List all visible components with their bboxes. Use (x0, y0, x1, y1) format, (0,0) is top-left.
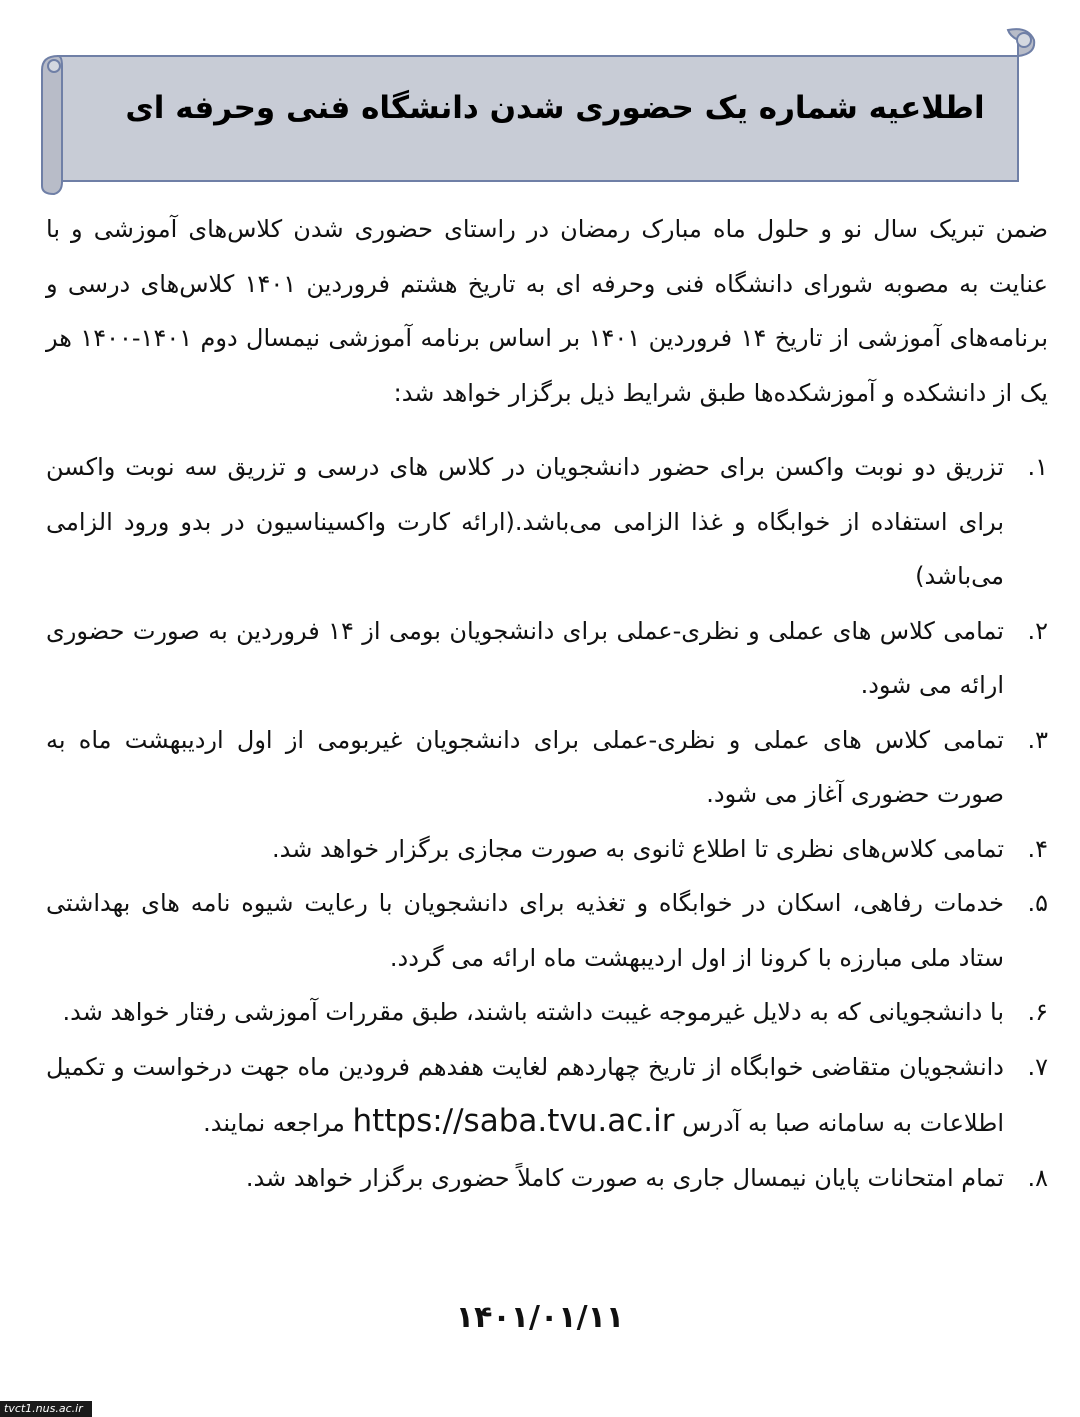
list-item (46, 440, 1048, 604)
item-text-before-url: دانشجویان متقاضی خوابگاه از تاریخ چهاردهم لغایت هفدهم فرودین ماه جهت درخواست و تکمیل اطلاعات به سامانه صبا به آدرس (46, 1052, 1004, 1137)
list-item (46, 604, 1048, 713)
item-text: تمامی کلاس‌های نظری تا اطلاع ثانوی به صورت مجازی برگزار خواهد شد. (272, 834, 1004, 863)
item-number: ۶. (1027, 998, 1048, 1026)
item-text: تمامی کلاس های عملی و نظری-عملی برای دانشجویان غیربومی از اول اردیبهشت ماه به صورت حضوری آغاز می شود. (46, 725, 1004, 808)
announcement-date: ۱۴۰۱/۰۱/۱۱ (455, 1300, 625, 1335)
item-text-after-url: مراجعه نمایند. (203, 1109, 353, 1137)
item-number: ۱. (1027, 453, 1048, 481)
intro-paragraph: ضمن تبریک سال نو و حلول ماه مبارک رمضان در راستای حضوری شدن کلاس‌های آموزشی و با عنایت به مصوبه شورای دانشگاه فنی وحرفه ای به تاریخ هشتم فروردین ۱۴۰۱ کلاس‌های درسی و برنامه‌های آموزشی از تاریخ ۱۴ فروردین ۱۴۰۱ بر اساس برنامه آموزشی نیمسال دوم ۱۴۰۱-۱۴۰۰ هر یک از دانشکده و آموزشکده‌ها طبق شرایط ذیل برگزار خواهد شد: (46, 215, 1049, 407)
list-item (46, 822, 1048, 877)
item-text: تمام امتحانات پایان نیمسال جاری به صورت کاملاً حضوری برگزار خواهد شد. (245, 1163, 1004, 1192)
item-number: ۳. (1027, 725, 1048, 754)
conditions-list (46, 440, 1048, 1205)
list-item (46, 876, 1048, 985)
site-watermark: tvct1.nus.ac.ir (0, 1401, 92, 1417)
item-text: با دانشجویانی که به دلایل غیرموجه غیبت داشته باشند، طبق مقررات آموزشی رفتار خواهد شد. (62, 998, 1004, 1026)
item-number: ۸. (1027, 1163, 1048, 1192)
list-item (46, 1151, 1048, 1206)
item-number: ۴. (1027, 834, 1048, 863)
saba-url-link[interactable]: https://saba.tvu.ac.ir (352, 1103, 675, 1139)
list-item (46, 985, 1048, 1040)
item-text: خدمات رفاهی، اسکان در خوابگاه و تغذیه برای دانشجویان با رعایت شیوه نامه های بهداشتی ستاد ملی مبارزه با کرونا از اول اردیبهشت ماه ارائه می گردد. (46, 889, 1004, 972)
announcement-title: اطلاعیه شماره یک حضوری شدن دانشگاه فنی وحرفه ای (125, 90, 985, 126)
announcement-body (46, 202, 1048, 1205)
item-number: ۵. (1027, 889, 1048, 917)
item-number: ۲. (1027, 616, 1048, 645)
item-number: ۷. (1027, 1052, 1048, 1081)
item-text: تمامی کلاس های عملی و نظری-عملی برای دانشجویان بومی از ۱۴ فروردین به صورت حضوری ارائه می شود. (46, 616, 1004, 699)
list-item (46, 1040, 1048, 1151)
item-text: تزریق دو نوبت واکسن برای حضور دانشجویان در کلاس های درسی و تزریق سه نوبت واکسن برای استفاده از خوابگاه و غذا الزامی می‌باشد.(ارائه کارت واکسیناسیون در بدو ورود الزامی می‌باشد) (46, 453, 1004, 590)
list-item (46, 713, 1048, 822)
